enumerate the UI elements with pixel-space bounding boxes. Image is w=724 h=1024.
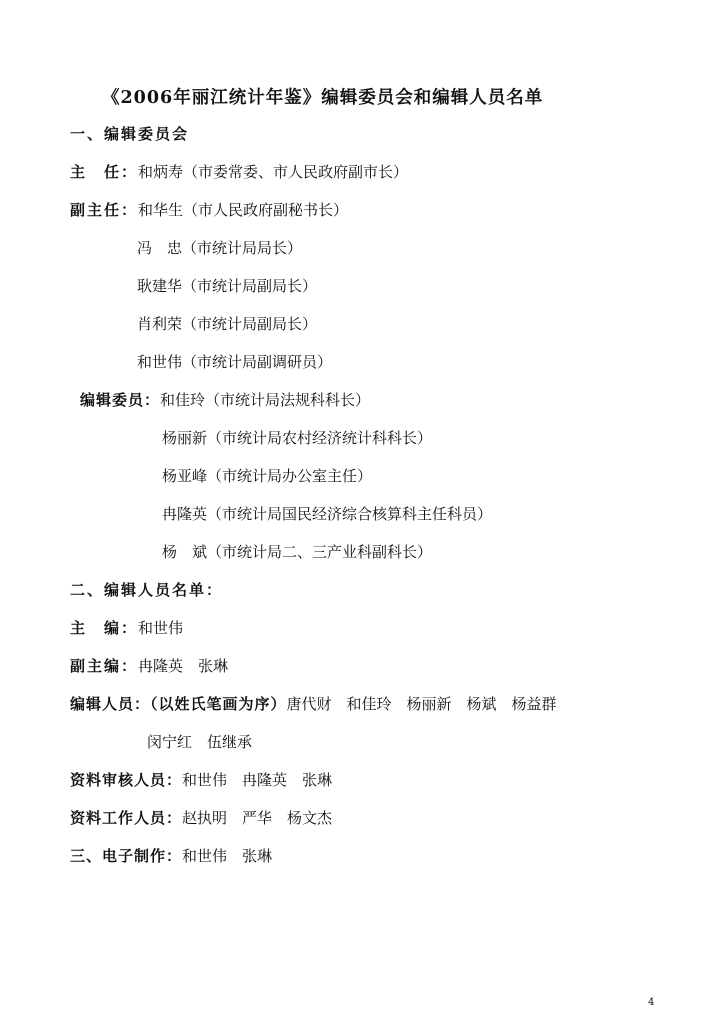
editors-text-continued: 闵宁红 伍继承 — [147, 733, 253, 751]
chief-editor-label: 主 编： — [70, 619, 139, 637]
reviewers-row — [70, 770, 332, 790]
editors-text: 唐代财 和佳玲 杨丽新 杨斌 杨益群 — [286, 695, 557, 713]
section-3-label: 三、电子制作： — [70, 847, 183, 865]
page-number: 4 — [648, 997, 655, 1008]
deputy-director-member: 耿建华（市统计局副局长） — [137, 277, 318, 295]
staff-row — [70, 808, 332, 828]
deputy-director-member: 肖利荣（市统计局副局长） — [137, 315, 318, 333]
deputy-director-member: 冯 忠（市统计局局长） — [137, 239, 303, 257]
committee-member: 杨丽新（市统计局农村经济统计科科长） — [162, 429, 433, 447]
committee-member: 和佳玲（市统计局法规科科长） — [160, 391, 371, 409]
deputy-director-member: 和华生（市人民政府副秘书长） — [138, 201, 349, 219]
staff-label: 资料工作人员： — [70, 809, 183, 827]
chief-editor-row — [70, 618, 183, 638]
reviewers-text: 和世伟 冉隆英 张琳 — [182, 771, 333, 789]
editors-row — [70, 694, 557, 714]
section-3-row — [70, 846, 272, 866]
deputy-director-row — [70, 200, 348, 220]
section-2-heading: 二、编辑人员名单： — [70, 581, 224, 599]
editors-label: 编辑人员：（以姓氏笔画为序） — [70, 695, 287, 713]
reviewers-label: 资料审核人员： — [70, 771, 183, 789]
staff-text: 赵执明 严华 杨文杰 — [182, 809, 333, 827]
section-1-heading: 一、编辑委员会 — [70, 125, 190, 143]
deputy-director-label: 副主任： — [70, 201, 139, 219]
director-text: 和炳寿（市委常委、市人民政府副市长） — [138, 163, 409, 181]
committee-member: 杨 斌（市统计局二、三产业科副科长） — [162, 543, 433, 561]
committee-member: 杨亚峰（市统计局办公室主任） — [162, 467, 373, 485]
director-label: 主 任： — [70, 163, 139, 181]
deputy-editor-label: 副主编： — [70, 657, 139, 675]
committee-member: 冉隆英（市统计局国民经济综合核算科主任科员） — [162, 505, 493, 523]
document-title: 《2006年丽江统计年鉴》编辑委员会和编辑人员名单 — [102, 88, 544, 108]
deputy-editor-text: 冉隆英 张琳 — [138, 657, 229, 675]
deputy-director-member: 和世伟（市统计局副调研员） — [137, 353, 333, 371]
director-row — [70, 162, 408, 182]
committee-member-label: 编辑委员： — [80, 391, 161, 409]
deputy-editor-row — [70, 656, 228, 676]
chief-editor-text: 和世伟 — [138, 619, 184, 637]
section-3-text: 和世伟 张琳 — [182, 847, 273, 865]
committee-member-row — [80, 390, 370, 410]
